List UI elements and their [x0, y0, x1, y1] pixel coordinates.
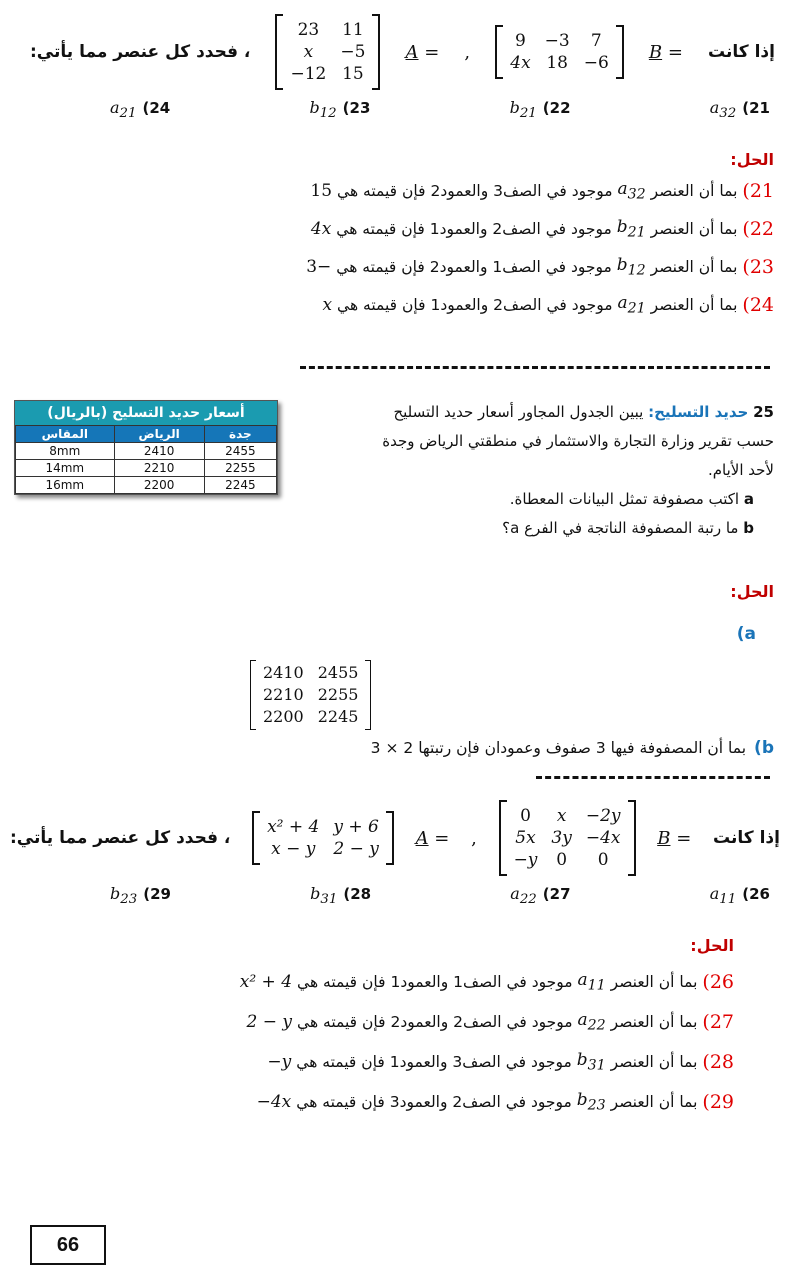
- statement-intro: إذا كانت: [713, 828, 780, 848]
- option-22: $b_{21}$ (22: [509, 98, 571, 122]
- matrix-B-label: B: [657, 827, 671, 849]
- cell: 9: [515, 31, 526, 51]
- solution-line: 21) بما أن العنصر $a_{32}$ موجود في الصف3 والعمود2 فإن قيمته هي 15: [310, 179, 774, 203]
- cell: 11: [342, 20, 364, 40]
- option-26: $a_{11}$ (26: [709, 884, 770, 908]
- matrix-B: [495, 25, 624, 79]
- page-number: 66: [30, 1225, 106, 1265]
- divider: [536, 776, 770, 779]
- statement-tail: ، فحدد كل عنصر مما يأتي:: [30, 42, 251, 62]
- cell: 23: [297, 20, 320, 40]
- solution-heading: الحل:: [690, 936, 734, 955]
- part-a-marker: (a: [736, 624, 756, 644]
- option-23: $b_{12}$ (23: [309, 98, 371, 122]
- option-27: $a_{22}$ (27: [510, 884, 571, 908]
- question-21-24-statement: ، فحدد كل عنصر مما يأتي: 23 11 x −5 −12 15 A = , 9 −3 7 4x 18 −6 B = إذا كانت: [30, 14, 775, 90]
- table-header: الرياض: [114, 426, 204, 443]
- question-title: حديد التسليح:: [648, 403, 749, 421]
- solution-line: 24) بما أن العنصر $a_{21}$ موجود في الصف2 والعمود1 فإن قيمته هي x: [322, 293, 774, 317]
- cell: −5: [340, 42, 366, 62]
- solution-line: 28) بما أن العنصر $b_{31}$ موجود في الصف3 والعمود1 فإن قيمته هي −y: [267, 1050, 734, 1074]
- solution-part-b: b) بما أن المصفوفة فيها 3 صفوف وعمودان فإن رتبتها 2 × 3: [370, 738, 774, 758]
- cell: x: [303, 42, 314, 62]
- solution-heading: الحل:: [730, 150, 774, 169]
- question-number: 25: [753, 403, 774, 421]
- option-28: $b_{31}$ (28: [310, 884, 372, 908]
- solution-line: 27) بما أن العنصر $a_{22}$ موجود في الصف2 والعمود2 فإن قيمته هي 2 − y: [246, 1010, 734, 1034]
- option-29: $b_{23}$ (29: [110, 884, 171, 908]
- table-header: جدة: [204, 426, 276, 443]
- price-table: [14, 400, 278, 495]
- table-row: 16mm 2200 2245: [16, 477, 277, 494]
- matrix-A: [275, 14, 380, 90]
- solution-heading: الحل:: [730, 582, 774, 601]
- option-21: $a_{32}$ (21: [709, 98, 770, 122]
- options-26-29: [110, 884, 770, 907]
- cell: −3: [544, 31, 570, 51]
- solution-line: 23) بما أن العنصر $b_{12}$ موجود في الصف1 والعمود2 فإن قيمته هي −3: [306, 255, 774, 279]
- cell: −6: [583, 53, 609, 73]
- cell: 4x: [510, 53, 531, 73]
- table-row: 8mm 2410 2455: [16, 443, 277, 460]
- cell: −12: [290, 64, 327, 84]
- matrix-A-label: A: [405, 41, 419, 63]
- solution-26-29: [114, 962, 734, 1122]
- question-26-29-statement: ، فحدد كل عنصر مما يأتي: x² + 4 y + 6 x − y 2 − y A = , 0 x −2y 5x 3y −4x −y 0 0 B = إذا كانت: [10, 800, 780, 876]
- statement-intro: إذا كانت: [708, 42, 775, 62]
- table-row: 14mm 2210 2255: [16, 460, 277, 477]
- matrix-B: 0 x −2y 5x 3y −4x −y 0 0: [499, 800, 636, 876]
- question-25: 25 حديد التسليح: يبين الجدول المجاور أسعار حديد التسليح حسب تقرير وزارة التجارة والاستثمار في منطقتي الرياض وجدة لأحد الأيام. a اكتب مصفوفة تمثل البيانات المعطاة. b ما رتبة المصفوفة الناتجة في الفرع a؟: [382, 403, 774, 537]
- options-21-24: [110, 98, 770, 121]
- part-a-label: a: [743, 490, 754, 508]
- matrix-A-label: A: [415, 827, 429, 849]
- divider: [300, 366, 770, 369]
- solution-21-24: [214, 172, 774, 324]
- solution-line: 29) بما أن العنصر $b_{23}$ موجود في الصف2 والعمود3 فإن قيمته هي −4x: [256, 1090, 734, 1114]
- option-24: $a_{21}$ (24: [110, 98, 171, 122]
- table-header: المقاس: [16, 426, 115, 443]
- matrix-A: x² + 4 y + 6 x − y 2 − y: [252, 811, 394, 865]
- solution-matrix: 2410 2455 2210 2255 2200 2245: [250, 660, 371, 730]
- cell: 15: [342, 64, 364, 84]
- cell: 18: [546, 53, 568, 73]
- solution-line: 22) بما أن العنصر $b_{21}$ موجود في الصف2 والعمود1 فإن قيمته هي 4x: [310, 217, 774, 241]
- statement-tail: ، فحدد كل عنصر مما يأتي:: [10, 828, 231, 848]
- price-table-title: أسعار حديد التسليح (بالريال): [15, 401, 277, 425]
- cell: 7: [590, 31, 602, 51]
- solution-line: 26) بما أن العنصر $a_{11}$ موجود في الصف1 والعمود1 فإن قيمته هي x² + 4: [239, 970, 734, 994]
- matrix-B-label: B: [648, 41, 663, 63]
- part-b-label: b: [743, 519, 754, 537]
